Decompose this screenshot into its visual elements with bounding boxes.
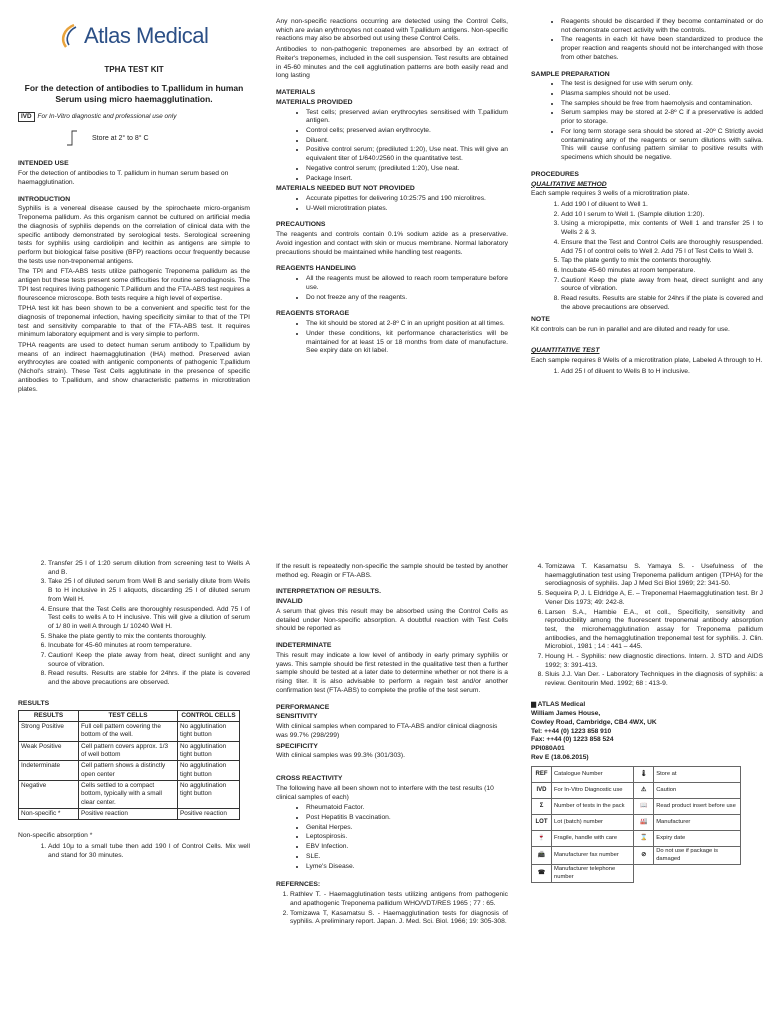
list-item: 8. Read results. Results are stable for 24hrs. if the plate is covered and the above precautions are observed. xyxy=(48,670,250,687)
intro-paragraph-3: TPHA test kit has been shown to be a convenient and specific test for the diagnosis of treponemal infection, having specificity similar to that of the TPI test and sensitivity comparable to that of the FTA-ABS test. It requires minimum laboratory equipment and is very simple to perform. xyxy=(18,305,250,339)
list-item: 5. Sequeira P, J. L Eldridge A, E. – Treponemal Haemagglutination test. Br J Vener Dis 1973; 49: 242-8. xyxy=(545,590,763,607)
list-item: 4. Ensure that the Test Cells are thoroughly resuspended. Add 75 l of Test cells to wells A to H inclusive. This will give a dilution of serum of 1/ 80 in well A through 1/ 10240 Well H. xyxy=(48,606,250,632)
specificity-text: With clinical samples was 99.3% (301/303). xyxy=(276,752,405,760)
table-cell: Full cell pattern covering the bottom of the well. xyxy=(79,722,178,742)
atlas-swoosh-icon xyxy=(58,23,80,49)
list-item: 4. Ensure that the Test and Control Cells are thoroughly resuspended. Add 75 l of control cells to Well 2. Add 75 l of Test Cells to Well 3. xyxy=(561,239,763,256)
ivd-line xyxy=(18,112,250,122)
interpretation-heading: INTERPRETATION OF RESULTS. xyxy=(276,588,381,596)
table-cell: Cell pattern shows a distinctly open center xyxy=(79,761,178,781)
list-item: • Diluent. xyxy=(306,137,508,146)
table-cell: Lot (batch) number xyxy=(552,815,634,831)
address-line: Tel: ++44 (0) 1223 858 910 xyxy=(531,727,612,735)
list-item: • Plasma samples should not be used. xyxy=(561,90,763,99)
table-row xyxy=(532,847,741,865)
list-item: • The samples should be free from haemolysis and contamination. xyxy=(561,100,763,109)
results-heading: RESULTS xyxy=(18,699,50,707)
list-item: • EBV Infection. xyxy=(306,843,508,852)
table-cell: Negative xyxy=(19,780,79,808)
list-item: 7. Caution! Keep the plate away from heat, direct sunlight and any source of vibration. xyxy=(48,652,250,669)
table-cell: Store at xyxy=(654,767,741,783)
list-item: • Control cells; preserved avian erythrocyte. xyxy=(306,127,508,136)
factory-icon: 🏭 xyxy=(634,815,654,831)
reagents-storage-heading: REAGENTS STORAGE xyxy=(276,310,350,318)
table-row xyxy=(532,815,741,831)
table-cell: Cells settled to a compact bottom, typically with a small clear center. xyxy=(79,780,178,808)
ivd-tag: IVD xyxy=(18,112,35,122)
empty-cell xyxy=(654,865,741,883)
list-item: • The reagents in each kit have been standardized to produce the proper reaction and reagents should not be interchanged with those from other batches. xyxy=(561,36,763,62)
fragile-icon: 🍷 xyxy=(532,831,552,847)
list-item: • Lyme's Disease. xyxy=(306,863,508,872)
storage-line xyxy=(64,128,250,148)
sample-preparation-list xyxy=(531,80,763,162)
column-header: CONTROL CELLS xyxy=(178,710,240,721)
thermometer-limit-icon xyxy=(64,128,82,148)
table-cell: Manufacturer telephone number xyxy=(552,865,634,883)
cross-reactivity-heading: CROSS REACTIVITY xyxy=(276,775,343,783)
table-header-row xyxy=(19,710,240,721)
column-4 xyxy=(18,560,250,1022)
table-cell: Read product insert before use xyxy=(654,799,741,815)
list-item: 4. Tomizawa T. Kasamatsu S. Yamaya S. - Usefulness of the haemagglutination test using Treponema pallidum antigen (TPHA) for the serodiagnosis of syphilis. Jap J Med Sci Biol 1969; 22: 341-50. xyxy=(545,563,763,589)
materials-provided-list xyxy=(276,109,508,184)
list-item: 5. Tap the plate gently to mix the contents thoroughly. xyxy=(561,257,763,266)
column-5 xyxy=(276,563,508,1022)
table-cell: Weak Positive xyxy=(19,741,79,761)
list-item: • Test cells; preserved avian erythrocytes sensitised with T.pallidum antigen. xyxy=(306,109,508,126)
hourglass-icon: ⌛ xyxy=(634,831,654,847)
brand-logo xyxy=(58,22,250,51)
list-item: 7. Houng H. - Syphilis: new diagnostic directions. Intern. J. STD and AIDS 1992; 3: 391-413. xyxy=(545,653,763,670)
list-item: 2. Add 10 l serum to Well 1. (Sample dilution 1:20). xyxy=(561,211,763,220)
storage-text: Store at 2° to 8° C xyxy=(92,134,149,142)
table-cell: Caution xyxy=(654,783,741,799)
list-item: 6. Incubate 45-60 minutes at room temperature. xyxy=(561,267,763,276)
list-item: • Negative control serum; (prediluted 1:20), Use neat. xyxy=(306,165,508,174)
table-cell: Positive reaction xyxy=(79,808,178,819)
list-item: 7. Caution! Keep the plate away from heat, direct sunlight and any source of vibration. xyxy=(561,277,763,294)
qualitative-intro: Each sample requires 3 wells of a microtitration plate. xyxy=(531,190,690,198)
address-line: Rev E (18.06.2015) xyxy=(531,754,589,762)
list-item: 1. Add 190 l of diluent to Well 1. xyxy=(561,201,763,210)
intended-use-text: For the detection of antibodies to T. pallidum in human serum based on haemagglutination. xyxy=(18,170,229,186)
note-heading: NOTE xyxy=(531,316,550,324)
table-row xyxy=(532,865,741,883)
list-item: • The test is designed for use with serum only. xyxy=(561,80,763,89)
factory-icon: ▆ xyxy=(531,700,537,708)
table-cell: Manufacturer fax number xyxy=(552,847,634,865)
sigma-icon: Σ xyxy=(532,799,552,815)
list-item: 8. Sluis J.J. Van Der. - Laboratory Techniques in the diagnosis of syphilis: a review. Genitourin Med. 1992; 68 : 413-9. xyxy=(545,671,763,688)
indeterminate-heading: INDETERMINATE xyxy=(276,642,332,650)
table-cell: No agglutination tight button xyxy=(178,761,240,781)
table-row xyxy=(532,767,741,783)
not-provided-list xyxy=(276,195,508,213)
table-row xyxy=(532,799,741,815)
lot-icon: LOT xyxy=(532,815,552,831)
reagents-handling-list xyxy=(276,275,508,302)
introduction-heading: INTRODUCTION xyxy=(18,195,71,203)
procedures-heading: PROCEDURES xyxy=(531,170,579,178)
table-cell: No agglutination tight button xyxy=(178,780,240,808)
quantitative-first-step xyxy=(531,368,763,377)
absorption-steps xyxy=(18,843,250,860)
intended-use-heading: INTENDED USE xyxy=(18,160,69,168)
manufacturer-address xyxy=(531,701,763,763)
kit-title: TPHA TEST KIT xyxy=(104,64,164,74)
table-row xyxy=(19,808,240,819)
table-cell: Number of tests in the pack xyxy=(552,799,634,815)
qualitative-steps xyxy=(531,201,763,312)
materials-heading: MATERIALS xyxy=(276,88,316,96)
reagents-storage-list xyxy=(276,320,508,356)
quantitative-steps xyxy=(18,560,250,688)
table-cell: Catalogue Number xyxy=(552,767,634,783)
caution-icon: ⚠ xyxy=(634,783,654,799)
invalid-heading: INVALID xyxy=(276,598,303,606)
fax-icon: 📠 xyxy=(532,847,552,865)
qualitative-method-heading: QUALITATIVE METHOD xyxy=(531,180,607,188)
results-table xyxy=(18,710,240,821)
column-3 xyxy=(531,18,763,508)
specificity-heading: SPECIFICITY xyxy=(276,742,318,750)
reagents-handling-heading: REAGENTS HANDELING xyxy=(276,265,357,273)
list-item: • Rheumatoid Factor. xyxy=(306,804,508,813)
column-1 xyxy=(18,8,250,508)
intro-paragraph-1: Syphilis is a venereal disease caused by the spirochaete micro-organism Treponema pallidum. As this organism cannot be cultured on artificial media the diagnosis of syphilis depends on the correlation of clinical data with the specific antibody demonstrated by serological tests. Serological screening tests for syphilis using cardiolipin and lecithin as antigens are simple to perform but biological false positive (BFP) reactions occur frequently because the tests use non-treponemal antigens. xyxy=(18,205,250,265)
table-cell: Cell pattern covers approx. 1/3 of well bottom xyxy=(79,741,178,761)
table-row xyxy=(532,783,741,799)
table-row xyxy=(19,722,240,742)
address-line xyxy=(531,701,763,710)
list-item: • Package Insert. xyxy=(306,175,508,184)
empty-cell xyxy=(634,865,654,883)
column-header: TEST CELLS xyxy=(79,710,178,721)
list-item: 2. Transfer 25 l of 1:20 serum dilution from screening test to Wells A and B. xyxy=(48,560,250,577)
kit-subtitle: For the detection of antibodies to T.pallidum in human Serum using micro haemagglutination. xyxy=(24,82,244,104)
table-cell: Do not use if package is damaged xyxy=(654,847,741,865)
quantitative-test-heading: QUANTITATIVE TEST xyxy=(531,347,600,354)
references-list-2 xyxy=(531,563,763,689)
list-item: 8. Read results. Results are stable for 24hrs if the plate is covered and the above precautions are observed. xyxy=(561,295,763,312)
table-cell: No agglutination tight button xyxy=(178,722,240,742)
list-item: 1. Rathlev T. - Haemagglutination tests utilizing antigens from pathogenic and apathogenic Treponema pallidum WHO/VDT/RES 1965 ; 77 : 65. xyxy=(290,891,508,908)
table-cell: Strong Positive xyxy=(19,722,79,742)
telephone-icon: ☎ xyxy=(532,865,552,883)
precautions-heading: PRECAUTIONS xyxy=(276,221,326,229)
list-item: • Positive control serum; (prediluted 1:20), Use neat. This will give an equivalent titer of 1/640:/2560 in the quantitative test. xyxy=(306,146,508,163)
ivd-text: For In-Vitro diagnostic and professional use only xyxy=(37,113,177,121)
table-cell: Fragile, handle with care xyxy=(552,831,634,847)
list-item: • Accurate pipettes for delivering 10:25:75 and 190 microlitres. xyxy=(306,195,508,204)
list-item: • Genital Herpes. xyxy=(306,824,508,833)
list-item: • Serum samples may be stored at 2-8º C if a preservative is added prior to storage. xyxy=(561,109,763,126)
list-item: 3. Using a micropipette, mix contents of Well 1 and transfer 25 l to Wells 2 & 3. xyxy=(561,220,763,237)
list-item: • The kit should be stored at 2-8º C in an upright position at all times. xyxy=(306,320,508,329)
sample-preparation-heading: SAMPLE PREPARATION xyxy=(531,70,610,78)
table-cell: No agglutination tight button xyxy=(178,741,240,761)
repeat-test-text: If the result is repeatedly non-specific the sample should be tested by another method eg. Reagin or FTA-ABS. xyxy=(276,563,508,579)
list-item: 6. Larsen S.A., Hambie E.A., et coll., Specificity, sensitivity and reproducibility among the fluorescent treponemal antibody absorption test, the microhemagglutination assay for Treponema pallidum antibodies, and the hemagglutination treponemal test for syphilis. J. Clin. Microbiol., 1981 ; 14 : 441 – 445. xyxy=(545,609,763,653)
column-6 xyxy=(531,563,763,1022)
table-cell: Expiry date xyxy=(654,831,741,847)
address-line: Fax: ++44 (0) 1223 858 524 xyxy=(531,736,614,744)
do-not-use-icon: ⊘ xyxy=(634,847,654,865)
list-item: • U-Well microtitration plates. xyxy=(306,205,508,214)
cross-reactivity-intro: The following have all been shown not to interfere with the test results (10 clinical samples of each) xyxy=(276,784,494,801)
precautions-text: The reagents and controls contain 0.1% sodium azide as a preservative. Avoid ingestion and contact with skin or mucus membrane. Normal laboratory precautions should be maintained while handling test reagents. xyxy=(276,231,508,256)
intro-paragraph-4: TPHA reagents are used to detect human serum antibody to T.pallidum by means of an indirect haemagglutination (IHA) method. Preserved avian erythrocytes are coated with antigenic components of pathogenic T.pallidum (Nichol's strain). These Test Cells agglutinate in the presence of specific antibodies to T.pallidum, and show characteristic patterns in microtitration plates. xyxy=(18,342,250,393)
table-cell: For In-Vitro Diagnostic use xyxy=(552,783,634,799)
quantitative-intro: Each sample requires 8 Wells of a microtitration plate, Labeled A through to H. xyxy=(531,356,763,364)
list-item: • Under these conditions, kit performance characteristics will be maintained for at least 15 or 18 months from date of manufacture. See expiry date on kit label. xyxy=(306,330,508,356)
list-item: • All the reagents must be allowed to reach room temperature before use. xyxy=(306,275,508,292)
reagent-discard-list xyxy=(531,18,763,63)
thermometer-icon: 🌡 xyxy=(634,767,654,783)
brand-name: Atlas Medical xyxy=(84,23,209,48)
symbols-table xyxy=(531,766,741,883)
indeterminate-text: This result may indicate a low level of antibody in early primary syphilis or yaws. This sample should be first retested in the qualitative test then a further sample should be tested at a later date to determine whether or not there is a rising titer. It is also advisable to perform a regain test and/or another confirmation test (FTA-ABS) to complete the profile of the test serum. xyxy=(276,652,508,694)
performance-heading: PERFORMANCE xyxy=(276,703,330,711)
address-line: William James House, xyxy=(531,709,601,717)
materials-provided-heading: MATERIALS PROVIDED xyxy=(276,98,353,106)
list-item: 6. Incubate for 45-60 minutes at room temperature. xyxy=(48,642,250,651)
company-name: ATLAS Medical xyxy=(537,700,586,708)
not-provided-heading: MATERIALS NEEDED BUT NOT PROVIDED xyxy=(276,185,415,193)
table-row xyxy=(19,780,240,808)
list-item: 1. Add 10μ to a small tube then add 190 l of Control Cells. Mix well and stand for 30 minutes. xyxy=(48,843,250,860)
table-row xyxy=(19,741,240,761)
note-text: Kit controls can be run in parallel and are diluted and ready for use. xyxy=(531,326,730,334)
list-item: 2. Tomizawa T, Kasamatsu S. - Haemagglutination tests for diagnosis of syphilis. A preliminary report. Japan. J. Med. Sci. Biol. 1966; 19: 305-308. xyxy=(290,910,508,927)
list-item: • Post Hepatitis B vaccination. xyxy=(306,814,508,823)
column-2 xyxy=(276,18,508,508)
reiter-paragraph: Antibodies to non-pathogenic treponemes are absorbed by an extract of Reiter's treponemes, included in the cell suspension. Test results are obtained in 45-60 minutes and the cell agglutination patterns are both easily read and long lasting xyxy=(276,46,508,80)
list-item: • For long term storage sera should be stored at -20º C Strictly avoid contaminating any of the reagents or serum dilutions with saliva. This will cause confusing pattern similar to positive results with specimens which should be negative. xyxy=(561,128,763,163)
table-cell: Manufacturer xyxy=(654,815,741,831)
address-line: Cowley Road, Cambridge, CB4 4WX, UK xyxy=(531,718,657,726)
invalid-text: A serum that gives this result may be absorbed using the Control Cells as detailed under Non-specific absorption. A doubtful reaction with Test Cells should be reported as xyxy=(276,608,508,633)
ref-icon: REF xyxy=(532,767,552,783)
cross-reactivity-list xyxy=(276,804,508,871)
intro-paragraph-2: The TPI and FTA-ABS tests utilize pathogenic Treponema pallidum as the antigen but these tests present some difficulties for routine serodiagnosis. The TPI test requires living pathogenic T.Pallidum and the FTA-ABS test requires a flourescence microscope. Both tests require a high level of expertise. xyxy=(18,268,250,302)
list-item: • Reagents should be discarded if they become contaminated or do not demonstrate correct activity with the controls. xyxy=(561,18,763,35)
references-list-1 xyxy=(276,891,508,927)
table-row xyxy=(19,761,240,781)
table-cell: Indeterminate xyxy=(19,761,79,781)
table-cell: Positive reaction xyxy=(178,808,240,819)
nonspecific-paragraph: Any non-specific reactions occurring are detected using the Control Cells, which are avian erythrocytes not coated with T.pallidum antigens. Non-specific reactions may also be absorbed out using these Control Cells. xyxy=(276,18,508,43)
sensitivity-heading: SENSITIVITY xyxy=(276,713,318,721)
list-item: • Leptospirosis. xyxy=(306,833,508,842)
references-heading: REFERNCES: xyxy=(276,881,321,889)
list-item: 5. Shake the plate gently to mix the contents thoroughly. xyxy=(48,633,250,642)
address-line: PPI080A01 xyxy=(531,745,565,753)
table-cell: Non-specific * xyxy=(19,808,79,819)
sensitivity-text: With clinical samples when compared to FTA-ABS and/or clinical diagnosis was 99.7% (298/299) xyxy=(276,723,498,739)
absorption-heading: Non-specific absorption * xyxy=(18,832,93,840)
table-row xyxy=(532,831,741,847)
ivd-icon: IVD xyxy=(532,783,552,799)
list-item: 1. Add 25 l of diluent to Wells B to H inclusive. xyxy=(561,368,763,377)
list-item: • Do not freeze any of the reagents. xyxy=(306,294,508,303)
book-icon: 📖 xyxy=(634,799,654,815)
list-item: 3. Take 25 l of diluted serum from Well B and serially dilute from Wells B to H inclusive in 25 l aliquots, discarding 25 l of diluted serum from Well H. xyxy=(48,578,250,604)
column-header: RESULTS xyxy=(19,710,79,721)
list-item: • SLE. xyxy=(306,853,508,862)
